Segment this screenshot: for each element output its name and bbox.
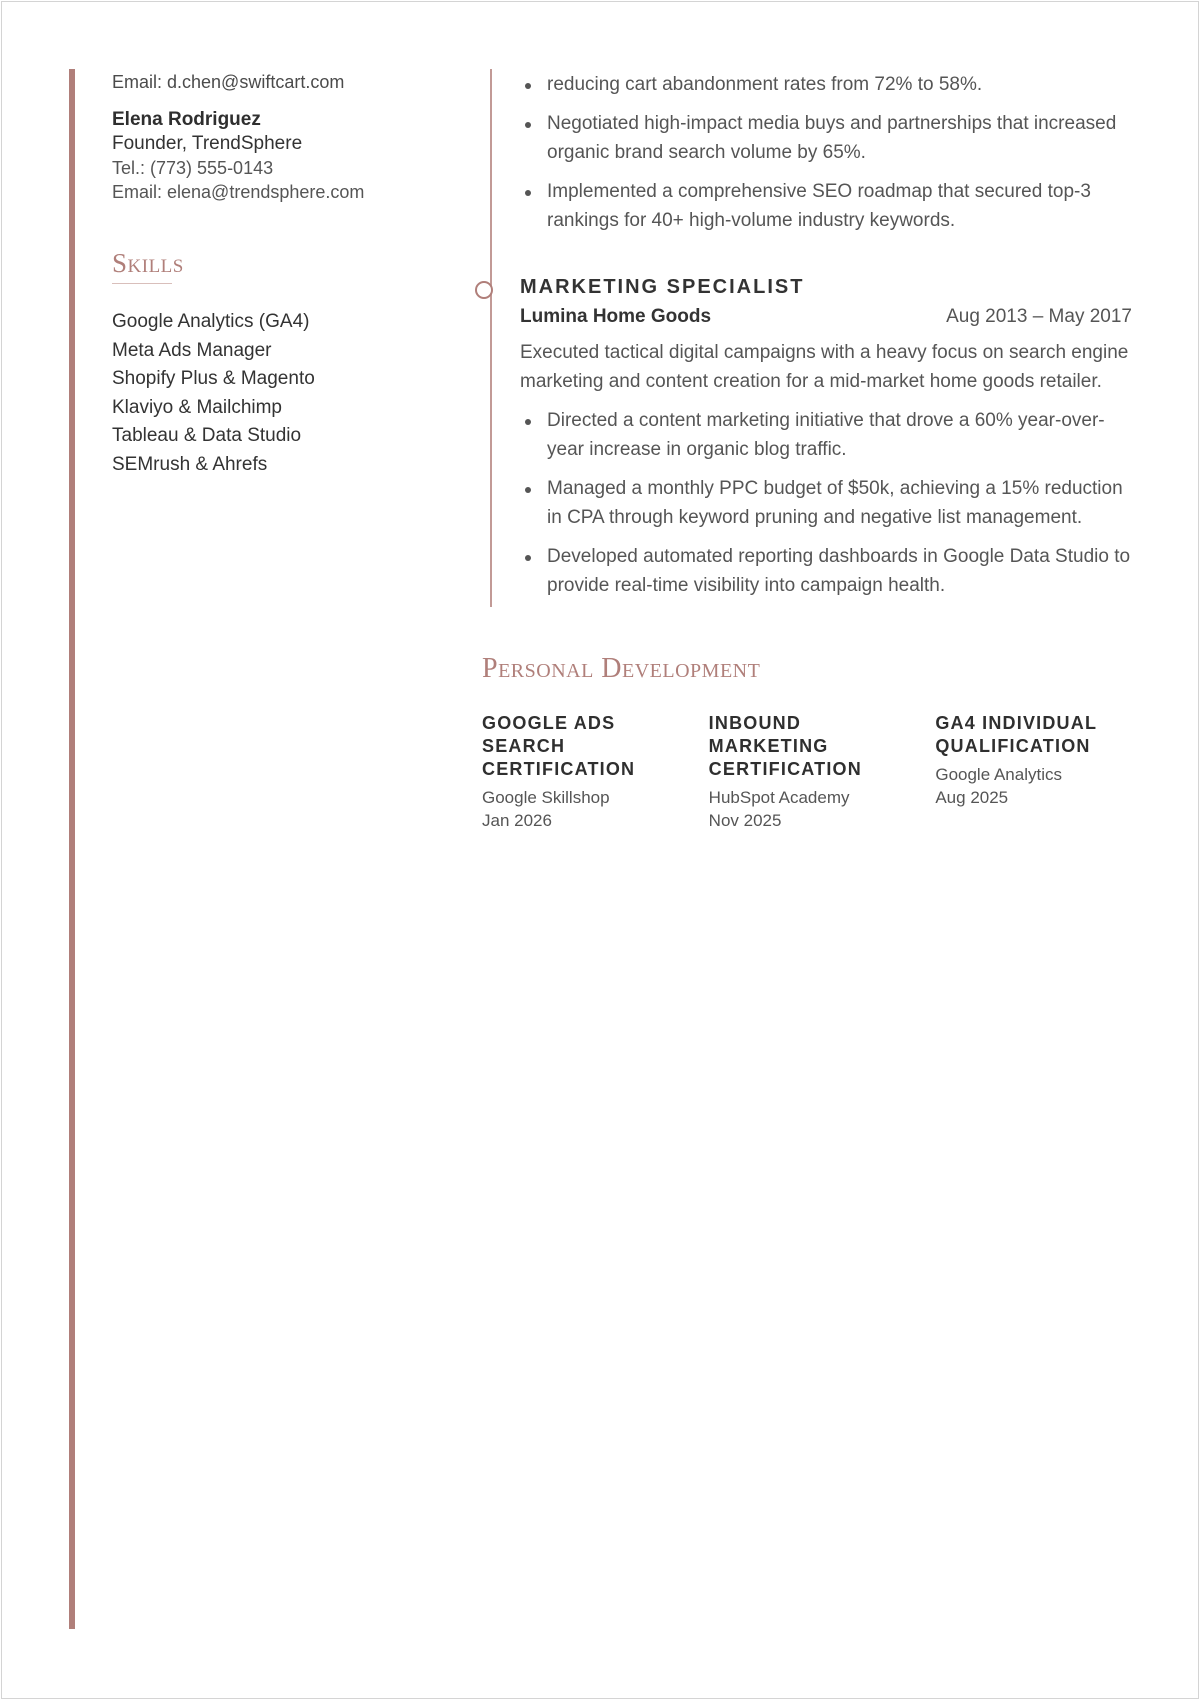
timeline-line [490, 69, 492, 607]
left-accent-rule [69, 69, 75, 1629]
skill-item: Google Analytics (GA4) [112, 311, 310, 332]
job-meta-row [520, 304, 1132, 330]
job-company: Lumina Home Goods [520, 306, 712, 327]
reference-title: Founder, TrendSphere [112, 133, 303, 154]
skills-list [112, 308, 442, 479]
certification-name: GA4 INDIVIDUAL QUALIFICATION [935, 713, 1097, 756]
sidebar [112, 70, 442, 479]
reference-block [112, 108, 442, 204]
job-entry [520, 274, 1132, 610]
certification-date: Jan 2026 [482, 811, 552, 830]
certification-item [482, 712, 709, 832]
skill-item: SEMrush & Ahrefs [112, 453, 268, 475]
certification-name: GOOGLE ADS SEARCH CERTIFICATION [482, 713, 636, 779]
certification-issuer: Google Skillshop [482, 788, 610, 807]
personal-development-heading: Personal Development [482, 653, 761, 684]
reference-name: Elena Rodriguez [112, 109, 261, 130]
skill-item: Shopify Plus & Magento [112, 368, 315, 389]
skills-heading-underline [112, 283, 172, 284]
certification-name: INBOUND MARKETING CERTIFICATION [708, 713, 862, 779]
list-item: Managed a monthly PPC budget of $50k, achieving a 15% reduction in CPA through keyword pruning and negative list management. [520, 474, 1132, 532]
skill-item: Klaviyo & Mailchimp [112, 396, 282, 418]
continued-bullet-list [520, 70, 1132, 235]
job-title: MARKETING SPECIALIST [520, 276, 805, 298]
certification-issuer: HubSpot Academy [708, 788, 850, 807]
previous-reference-email[interactable]: Email: d.chen@swiftcart.com [112, 72, 345, 92]
certification-issuer: Google Analytics [935, 765, 1062, 784]
list-item: Implemented a comprehensive SEO roadmap that secured top-3 rankings for 40+ high-volume industry keywords. [520, 177, 1132, 235]
certification-item [709, 712, 936, 832]
certifications-grid [482, 712, 1162, 832]
list-item: Negotiated high-impact media buys and partnerships that increased organic brand search volume by 65%. [520, 109, 1132, 167]
job-dates: Aug 2013 – May 2017 [946, 306, 1132, 327]
job-bullet-list [520, 406, 1132, 600]
list-item: Directed a content marketing initiative that drove a 60% year-over-year increase in organic blog traffic. [520, 406, 1132, 464]
list-item: reducing cart abandonment rates from 72% to 58%. [520, 70, 1132, 99]
skill-item: Meta Ads Manager [112, 339, 272, 361]
skills-heading: Skills [112, 248, 184, 278]
timeline-dot-icon [475, 281, 493, 299]
reference-email[interactable]: Email: elena@trendsphere.com [112, 182, 365, 202]
list-item: Developed automated reporting dashboards in Google Data Studio to provide real-time visibility into campaign health. [520, 542, 1132, 600]
job-description: Executed tactical digital campaigns with a heavy focus on search engine marketing and content creation for a mid-market home goods retailer. [520, 342, 1129, 392]
continued-experience [520, 70, 1132, 245]
reference-phone[interactable]: Tel.: (773) 555-0143 [112, 158, 274, 178]
certification-date: Nov 2025 [708, 811, 782, 830]
certification-date: Aug 2025 [935, 788, 1009, 807]
skill-item: Tableau & Data Studio [112, 425, 302, 446]
certification-item [935, 712, 1162, 832]
